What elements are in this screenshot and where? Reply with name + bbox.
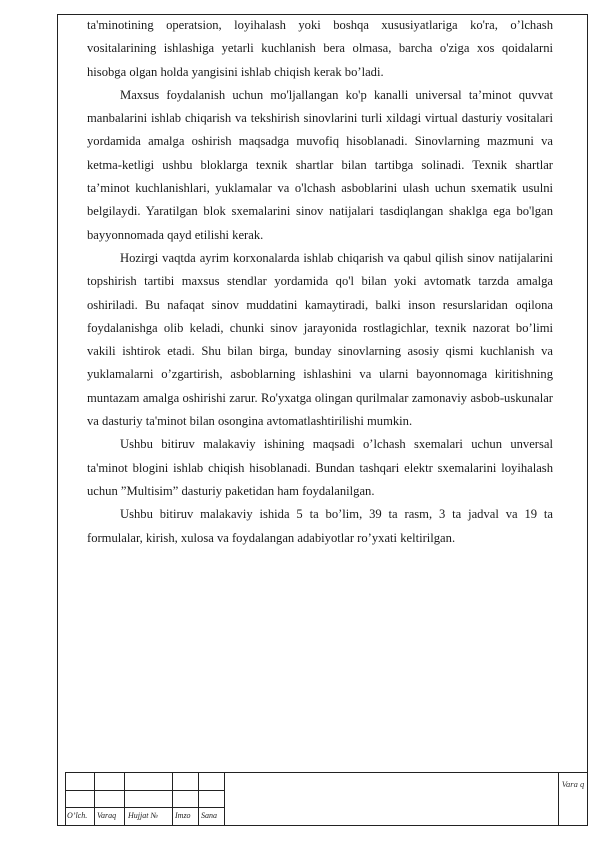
stamp-divider xyxy=(224,773,225,826)
stamp-divider xyxy=(172,773,173,826)
stamp-row-line xyxy=(65,807,224,808)
stamp-label-varaq: Varaq xyxy=(97,811,117,820)
document-body xyxy=(87,14,553,550)
paragraph-continuation: ta'minotining operatsion, loyihalash yoki boshqa xususiyatlariga ko'ra, o’lchash vositalarining ishlashiga yetarli kuchlanish bera olmasa, barcha o'ziga xos qoidalarni hisobga olgan holda yangisini ishlab chiqish kerak bo’ladi. xyxy=(87,18,553,79)
stamp-label-olch: O’lch. xyxy=(67,811,88,820)
title-block xyxy=(65,772,588,826)
stamp-divider xyxy=(94,773,95,826)
stamp-label-hujjat: Hujjat № xyxy=(128,811,158,820)
stamp-label-imzo: Imzo xyxy=(175,811,191,820)
stamp-row-line xyxy=(65,790,224,791)
stamp-page-label: Vara q xyxy=(561,779,585,789)
stamp-divider xyxy=(558,773,559,826)
paragraph-goal: Ushbu bitiruv malakaviy ishining maqsadi o’lchash sxemalari uchun unversal ta'minot blogini ishlab chiqish hisoblanadi. Bundan tashqari elektr sxemalarini loyihalash uchun ”Multisim” dasturiy paketidan ham foydalanilgan. xyxy=(87,437,553,498)
paragraph-power-supply: Maxsus foydalanish uchun mo'ljallangan ko'p kanalli universal ta’minot quvvat manbalarini ishlab chiqarish va tekshirish sinovlarini turli xildagi virtual dasturiy vositalari yordamida amalga oshirish maqsadga muvofiq hisoblanadi. Sinovlarning mazmuni va ketma-ketligi ushbu bloklarga texnik shartlar bilan tartibga solinadi. Texnik shartlar ta’minot kuchlanishlari, yuklamalar va o'lchash asboblarini ulash uchun sxematik usulni belgilaydi. Yaratilgan blok sxemalarini sinov natijalari tasdiqlangan shaklga ega bo'lgan bayyonnomada qayd etilishi kerak. xyxy=(87,87,553,242)
stamp-divider xyxy=(65,773,66,826)
stamp-label-sana: Sana xyxy=(201,811,217,820)
paragraph-testing-process: Hozirgi vaqtda ayrim korxonalarda ishlab chiqarish va qabul qilish sinov natijalarini topshirish tartibi maxsus stendlar yordamida qo'l bilan yoki avtomatk tarzda amalga oshiriladi. Bu nafaqat sinov muddatini kamaytiradi, balki inson resurslaridan oqilona foydalanishga olib keladi, chunki sinov jarayonida rostlagichlar, texnik nazorat bo’limi vakili ishtirok etadi. Shu bilan birga, bunday sinovlarning asosiy qismi kuchlanish va yuklamalarni o’zgartirish, asboblarning ishlashini va ularni bayonnomaga kiritishning muntazam amalga oshirishi zarur. Ro'yxatga olingan qurilmalar zamonaviy asbob-uskunalar va dasturiy ta'minot bilan osongina avtomatlashtirilishi mumkin. xyxy=(87,250,553,429)
stamp-divider xyxy=(198,773,199,826)
stamp-divider xyxy=(124,773,125,826)
paragraph-structure: Ushbu bitiruv malakaviy ishida 5 ta bo’lim, 39 ta rasm, 3 ta jadval va 19 ta formulalar, kirish, xulosa va foydalangan adabiyotlar ro’yxati keltirilgan. xyxy=(87,507,553,545)
